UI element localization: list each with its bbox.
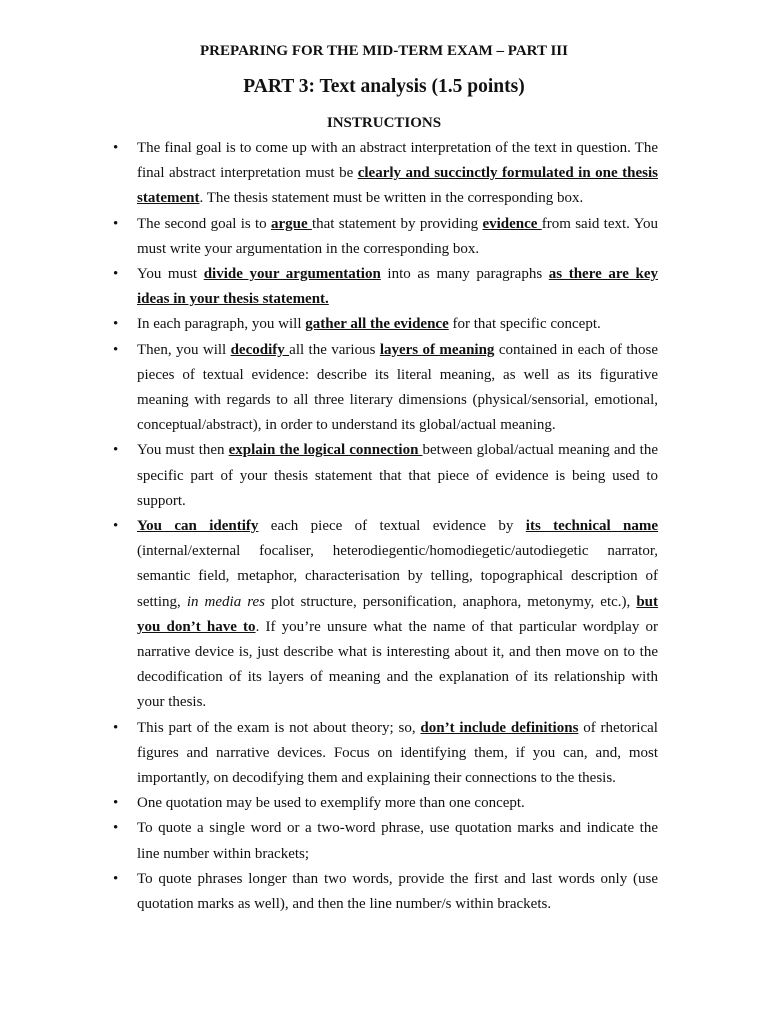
bullet-icon: • [113,316,119,333]
list-item [113,438,658,514]
list-item [113,791,658,816]
bullet-icon: • [113,215,119,232]
emphasis-text: evidence [482,215,542,232]
emphasis-text: clearly and succinctly formulated in one thesis statement [137,165,658,207]
bullet-icon: • [113,795,119,812]
list-item [113,867,658,917]
list-item [113,816,658,866]
list-item [113,716,658,792]
item-text: plot structure, personification, anaphora, metonymy, etc.), [265,593,637,610]
bullet-icon: • [113,518,119,535]
item-text: from said text. You must write your argumentation in the corresponding box. [137,215,659,257]
list-item [113,136,658,212]
emphasis-text: divide your argumentation [203,266,381,283]
emphasis-text: as there are key ideas in your thesis statement. [137,266,658,308]
bullet-icon: • [113,341,119,358]
item-text: (internal/external focaliser, heterodiegentic/homodiegetic/autodiegetic narrator, semantic field, metaphor, characterisation by telling, topographical description of setting, [137,543,658,610]
bullet-icon: • [113,719,119,736]
emphasis-text: gather all the evidence [305,316,449,333]
bullet-icon: • [113,870,119,887]
item-text: into as many paragraphs [380,266,549,283]
list-item [113,338,658,439]
item-text: of rhetorical figures and narrative devices. Focus on identifying them, if you can, and, most importantly, on decodifying them and explaining their connections to the thesis. [137,719,658,787]
item-text: all the various [289,341,380,358]
bullet-icon: • [113,820,119,837]
instructions-list [113,136,659,917]
item-text: Then, you will [137,341,231,358]
item-text: To quote phrases longer than two words, provide the first and last words only (use quotation marks as well), and then the line number/s within brackets. [137,870,658,913]
item-text: . If you’re unsure what the name of that particular wordplay or narrative device is, just describe what is interesting about it, and then move on to the decodification of its layers of meaning and the explanation of its relationship with your thesis. [137,618,658,711]
emphasis-text: explain the logical connection [228,442,423,459]
item-text: The second goal is to [137,215,271,232]
item-text: for that specific concept. [448,316,601,333]
item-text: This part of the exam is not about theory; so, [137,719,421,736]
emphasis-text: but you don’t have to [137,593,659,635]
list-item [113,212,659,262]
page-title: PART 3: Text analysis (1.5 points) [243,76,525,97]
item-text: contained in each of those pieces of textual evidence: describe its literal meaning, as well as its figurative meaning with regards to all three literary dimensions (physical/sensorial, emotional, conceptual/abstract), in order to understand its global/actual meaning. [137,341,658,434]
item-text: between global/actual meaning and the specific part of your thesis statement that that piece of evidence is being used to support. [137,442,658,509]
bullet-icon: • [113,266,119,283]
list-item [113,514,659,716]
item-text: One quotation may be used to exemplify more than one concept. [137,795,525,812]
emphasis-text: don’t include definitions [420,719,579,736]
emphasis-text: decodify [230,341,290,358]
item-text: To quote a single word or a two-word phrase, use quotation marks and indicate the line number within brackets; [137,820,658,862]
item-text: In each paragraph, you will [137,316,306,333]
list-item [113,312,658,337]
document-header: PREPARING FOR THE MID-TERM EXAM – PART III [200,43,568,59]
emphasis-text: layers of meaning [379,341,495,358]
section-heading: INSTRUCTIONS [326,115,442,131]
bullet-icon: • [113,140,119,156]
emphasis-text: You can identify [137,518,259,535]
emphasis-text: its technical name [525,518,659,535]
item-text: You must [137,266,204,283]
bullet-icon: • [113,442,119,459]
item-text: The final goal is to come up with an abstract interpretation of the text in question. The final abstract interpretation must be [137,140,658,182]
item-text: each piece of textual evidence by [258,518,526,535]
italic-text: in media res [186,593,266,610]
item-text: You must then [137,442,229,459]
emphasis-text: argue [270,215,312,232]
item-text: . The thesis statement must be written in the corresponding box. [199,190,584,207]
item-text: that statement by providing [311,215,483,232]
list-item [113,262,658,312]
